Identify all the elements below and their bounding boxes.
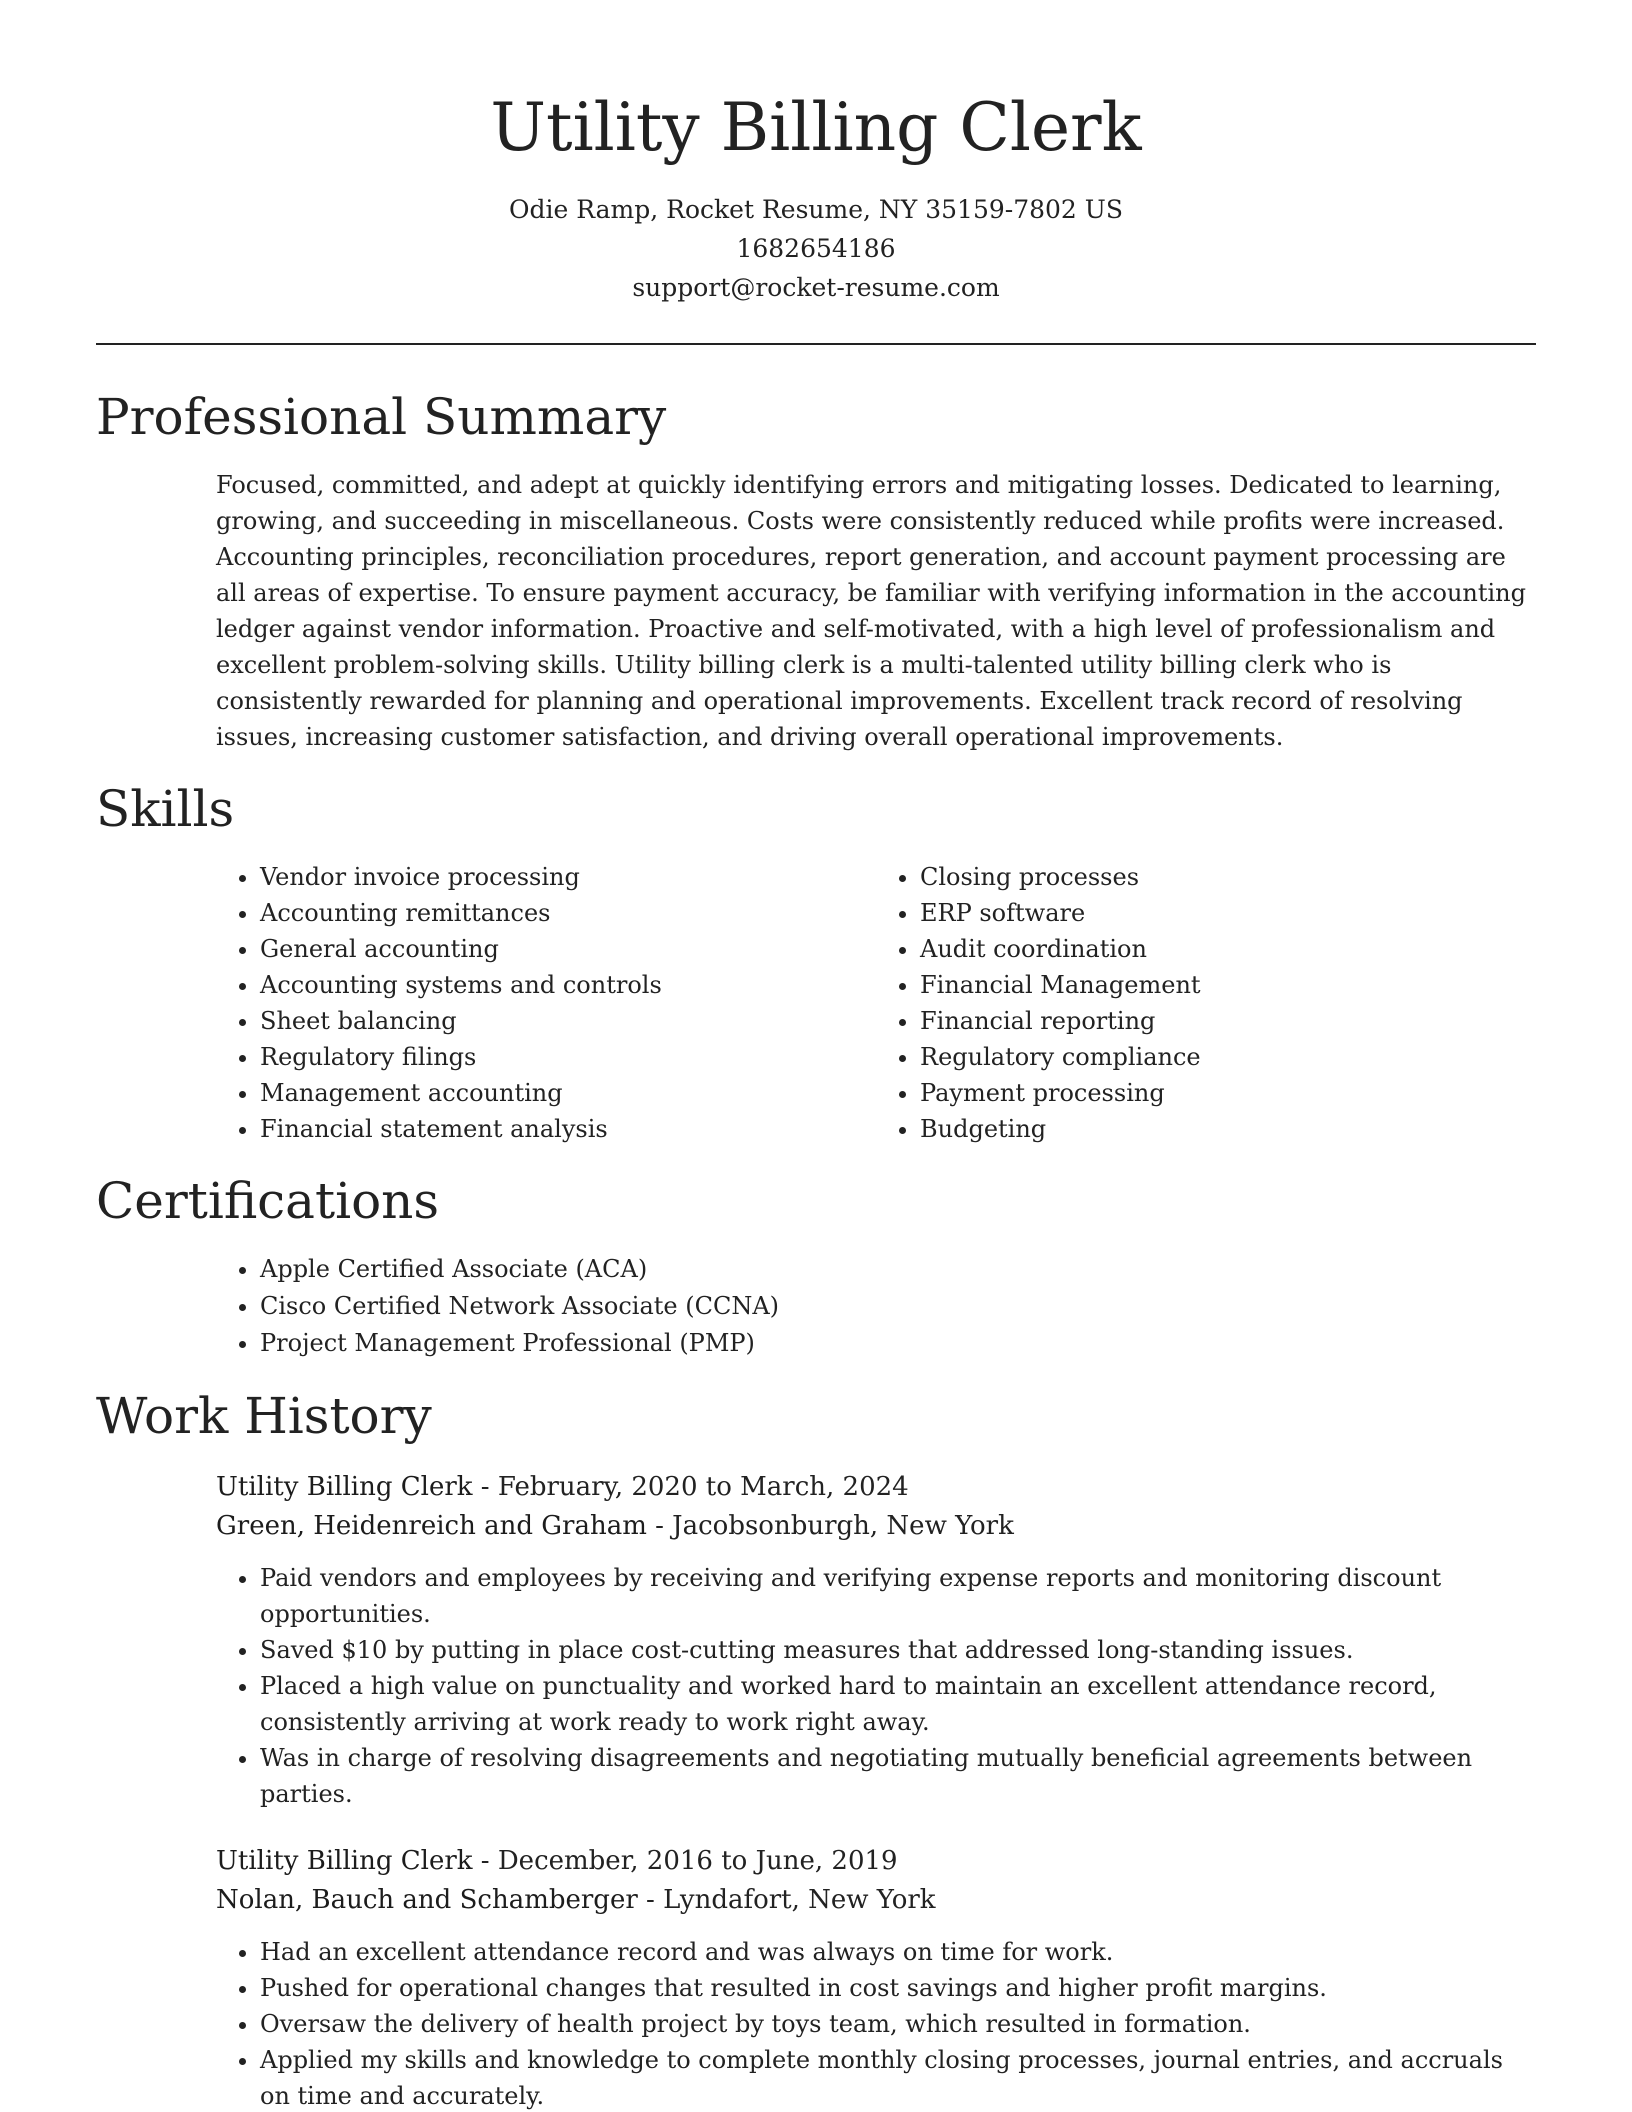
skill-item: • Regulatory filings: [260, 1039, 876, 1075]
job-bullet: • Applied my skills and knowledge to complete monthly closing processes, journal entries, and accruals on time and accurately.: [260, 2042, 1536, 2112]
job-title-line: [216, 1842, 1536, 1881]
skills-heading: Skills: [96, 780, 235, 838]
job-bullets: [216, 1934, 1536, 2112]
summary-text: Focused, committed, and adept at quickly identifying errors and mitigating losses. Dedicated to learning, growing, and succeeding in miscellaneous. Costs were consistently reduced while profits were increased. Accounting principles, reconciliation procedures, report generation, and account payment processing are all areas of expertise. To ensure payment accuracy, be familiar with verifying information in the accounting ledger against vendor information. Proactive and self-motivated, with a high level of professionalism and excellent problem-solving skills. Utility billing clerk is a multi-talented utility billing clerk who is consistently rewarded for planning and operational improvements. Excellent track record of resolving issues, increasing customer satisfaction, and driving overall operational improvements.: [216, 471, 1527, 751]
skill-item: • ERP software: [920, 895, 1536, 931]
skill-item: • Payment processing: [920, 1075, 1536, 1111]
skill-item: • Accounting systems and controls: [260, 967, 876, 1003]
job-title-line: [216, 1468, 1536, 1507]
certification-item: • Project Management Professional (PMP): [260, 1325, 1632, 1362]
job-company-line: [216, 1507, 1536, 1546]
skills-list-right: [876, 859, 1536, 1147]
certification-item: • Apple Certified Associate (ACA): [260, 1251, 1632, 1288]
resume-header: [0, 0, 1632, 307]
job-role: Utility Billing Clerk: [216, 1472, 473, 1502]
skill-item: • Budgeting: [920, 1111, 1536, 1147]
job-bullet: • Saved $10 by putting in place cost-cutting measures that addressed long-standing issues.: [260, 1632, 1536, 1668]
skill-item: • Vendor invoice processing: [260, 859, 876, 895]
job-location: - Lyndafort, New York: [637, 1885, 936, 1915]
contact-block: [0, 190, 1632, 307]
job-company: Green, Heidenreich and Graham: [216, 1511, 647, 1541]
skill-item: • Audit coordination: [920, 931, 1536, 967]
skill-item: • Closing processes: [920, 859, 1536, 895]
job-entry: [216, 1842, 1536, 2112]
job-role: Utility Billing Clerk: [216, 1846, 473, 1876]
summary-heading: Professional Summary: [96, 388, 667, 446]
contact-address: Odie Ramp, Rocket Resume, NY 35159-7802 US: [509, 195, 1123, 224]
certification-item: • Cisco Certified Network Associate (CCNA): [260, 1288, 1632, 1325]
job-bullets: [216, 1560, 1536, 1812]
skills-columns: [216, 859, 1536, 1147]
job-bullet: • Placed a high value on punctuality and worked hard to maintain an excellent attendance record, consistently arriving at work ready to work right away.: [260, 1668, 1536, 1740]
skill-item: • Financial Management: [920, 967, 1536, 1003]
job-company-line: [216, 1881, 1536, 1920]
job-entry: [216, 1468, 1536, 1812]
header-divider: [96, 343, 1536, 345]
contact-phone: 1682654186: [736, 234, 896, 263]
skill-item: • General accounting: [260, 931, 876, 967]
certifications-heading: Certifications: [96, 1172, 440, 1230]
job-bullet: • Was in charge of resolving disagreements and negotiating mutually beneficial agreements between parties.: [260, 1740, 1536, 1812]
skill-item: • Regulatory compliance: [920, 1039, 1536, 1075]
job-location: - Jacobsonburgh, New York: [646, 1511, 1014, 1541]
skill-item: • Management accounting: [260, 1075, 876, 1111]
skill-item: • Accounting remittances: [260, 895, 876, 931]
job-company: Nolan, Bauch and Schamberger: [216, 1885, 638, 1915]
job-bullet: • Oversaw the delivery of health project by toys team, which resulted in formation.: [260, 2006, 1536, 2042]
work-history-heading: Work History: [96, 1387, 432, 1445]
skill-item: • Financial statement analysis: [260, 1111, 876, 1147]
job-dates: - December, 2016 to June, 2019: [472, 1846, 898, 1876]
skill-item: • Sheet balancing: [260, 1003, 876, 1039]
skill-item: • Financial reporting: [920, 1003, 1536, 1039]
job-bullet: • Had an excellent attendance record and was always on time for work.: [260, 1934, 1536, 1970]
job-dates: - February, 2020 to March, 2024: [472, 1472, 909, 1502]
contact-email: support@rocket-resume.com: [632, 273, 1000, 302]
resume-title: Utility Billing Clerk: [490, 89, 1142, 166]
certifications-list: [216, 1251, 1632, 1362]
skills-list-left: [216, 859, 876, 1147]
job-bullet: • Paid vendors and employees by receiving and verifying expense reports and monitoring discount opportunities.: [260, 1560, 1536, 1632]
job-bullet: • Pushed for operational changes that resulted in cost savings and higher profit margins.: [260, 1970, 1536, 2006]
